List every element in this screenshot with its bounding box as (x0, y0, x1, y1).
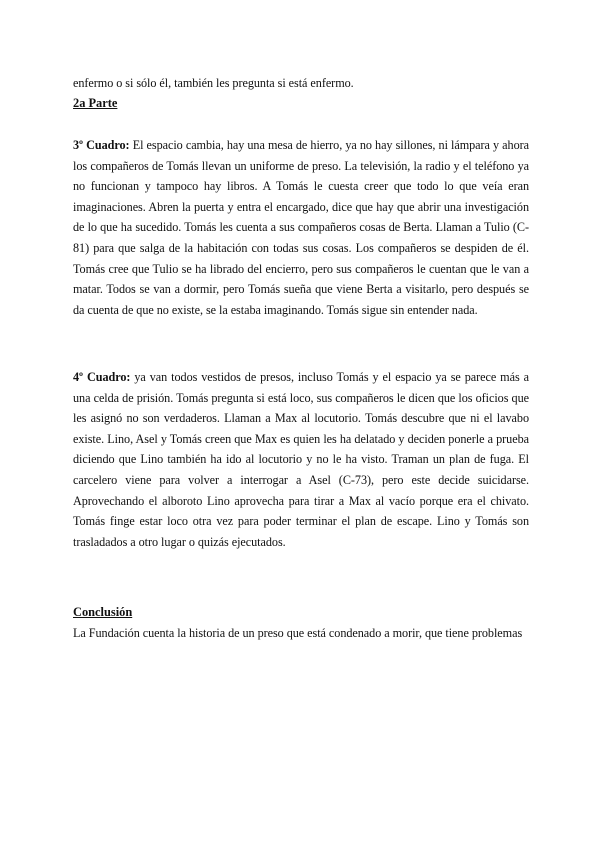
paragraph-body: ya van todos vestidos de presos, incluso Tomás y el espacio ya se parece más a una celda de prisión. Tomás pregunta si está loco, sus compañeros le dicen que los oficios que les asignó no son verdaderos. Llaman a Max al locutorio. Tomás descubre que ni el lavabo existe. Lino, Asel y Tomás creen que Max es quien les ha delatado y deciden ponerle a prueba diciendo que Lino también ha ido al locutorio y no le ha visto. Traman un plan de fuga. El carcelero viene para volver a interrogar a Asel (C-73), pero este decide suicidarse. Aprovechando el alboroto Lino aprovecha para tirar a Max al vacío porque era el chivato. Tomás finge estar loco otra vez para poder terminar el plan de escape. Lino y Tomás son trasladados a otro lugar o quizás ejecutados. (73, 370, 529, 549)
paragraph-cuadro-4 (73, 367, 529, 552)
conclusion-paragraph: La Fundación cuenta la historia de un preso que está condenado a morir, que tiene problemas (73, 626, 523, 640)
paragraph-cuadro-3 (73, 135, 529, 320)
continued-text-line: enfermo o si sólo él, también les pregunta si está enfermo. (73, 76, 354, 90)
paragraph-lead: 3º Cuadro: (73, 138, 130, 152)
paragraph-body: El espacio cambia, hay una mesa de hierro, ya no hay sillones, ni lámpara y ahora los compañeros de Tomás llevan un uniforme de preso. La televisión, la radio y el teléfono ya no funcionan y tampoco hay libros. A Tomás le cuesta creer que todo lo que veía eran imaginaciones. Abren la puerta y entra el encargado, dice que hay que abrir una investigación de lo que ha sucedido. Tomás les cuenta a sus compañeros cosas de Berta. Llaman a Tulio (C-81) para que salga de la habitación con todas sus cosas. Los compañeros se despiden de él. Tomás cree que Tulio se ha librado del encierro, pero sus compañeros le cuentan que le van a matar. Todos se van a dormir, pero Tomás sueña que viene Berta a visitarlo, pero después se da cuenta de que no existe, se la estaba imaginando. Tomás sigue sin entender nada. (73, 138, 529, 317)
section-heading: 2a Parte (73, 96, 118, 110)
conclusion-heading: Conclusión (73, 605, 133, 619)
paragraph-lead: 4º Cuadro: (73, 370, 131, 384)
